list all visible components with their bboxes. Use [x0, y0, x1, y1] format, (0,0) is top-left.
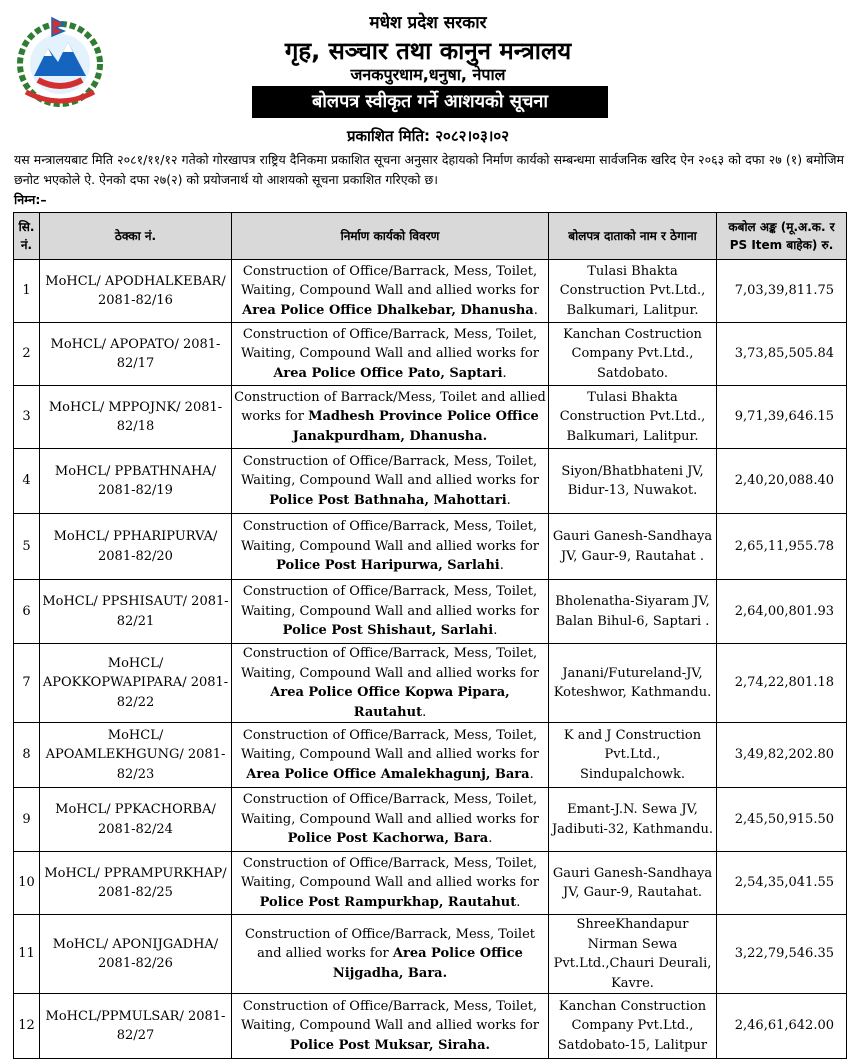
- row-amount: 2,45,50,915.50: [717, 788, 847, 852]
- row-amount: 3,49,82,202.80: [717, 723, 847, 788]
- row-bidder: ShreeKhandapur Nirman Sewa Pvt.Ltd.,Chauri Deurali, Kavre.: [549, 915, 717, 994]
- work-suffix: .: [516, 894, 521, 910]
- row-bidder: Tulasi Bhakta Construction Pvt.Ltd., Balkumari, Lalitpur.: [549, 386, 717, 449]
- row-amount: 3,22,79,546.35: [717, 915, 847, 994]
- work-location: Police Post Haripurwa, Sarlahi: [276, 558, 500, 574]
- row-bidder: K and J Construction Pvt.Ltd., Sindupalchowk.: [549, 723, 717, 788]
- row-sn: 12: [14, 994, 40, 1059]
- table-row: [14, 644, 847, 723]
- row-contract: MoHCL/ APODHALKEBAR/ 2081-82/16: [40, 260, 232, 323]
- row-work: [232, 644, 549, 723]
- table-row: [14, 449, 847, 514]
- below-label: निम्न:–: [14, 192, 47, 207]
- work-suffix: .: [493, 623, 498, 639]
- work-text: Construction of Office/Barrack, Mess, Toilet, Waiting, Compound Wall and allied works for: [240, 263, 539, 299]
- intro-paragraph: यस मन्त्रालयबाट मिति २०८१/११/१२ गतेको गोरखापत्र राष्ट्रिय दैनिकमा प्रकाशित सूचना अनुसार देहायको निर्माण कार्यको सम्बन्धमा सार्वजनिक खरिद ऐन २०६३ को दफा २७ (१) बमोजिम छनोट भएकोले ऐ. ऐनको दफा २७(२) को प्रयोजनार्थ यो आशयको सूचना प्रकाशित गरिएको छ।: [14, 152, 844, 187]
- row-contract: MoHCL/PPMULSAR/ 2081-82/27: [40, 994, 232, 1059]
- row-work: [232, 994, 549, 1059]
- row-work: [232, 514, 549, 580]
- work-location: Area Police Office Kopwa Pipara, Rautahut: [270, 685, 510, 720]
- work-location: Police Post Muksar, Siraha.: [289, 1037, 491, 1053]
- work-suffix: .: [533, 302, 538, 318]
- work-text: Construction of Barrack/Mess, Toilet and allied works for: [234, 389, 546, 425]
- row-work: [232, 323, 549, 386]
- row-contract: MoHCL/ PPRAMPURKHAP/ 2081-82/25: [40, 852, 232, 915]
- table-row: [14, 915, 847, 994]
- table-row: [14, 386, 847, 449]
- row-contract: MoHCL/ APONIJGADHA/ 2081-82/26: [40, 915, 232, 994]
- row-contract: MoHCL/ PPSHISAUT/ 2081-82/21: [40, 580, 232, 644]
- row-bidder: Gauri Ganesh-Sandhaya JV, Gaur-9, Rautahat.: [549, 852, 717, 915]
- table-row: [14, 580, 847, 644]
- awards-table: [13, 212, 847, 1059]
- table-row: [14, 994, 847, 1059]
- row-work: [232, 723, 549, 788]
- work-location: Area Police Office Pato, Saptari: [273, 365, 503, 381]
- table-body: [14, 260, 847, 1059]
- row-bidder: Siyon/Bhatbhateni JV, Bidur-13, Nuwakot.: [549, 449, 717, 514]
- row-work: [232, 788, 549, 852]
- work-location: Area Police Office Nijgadha, Bara.: [332, 946, 523, 981]
- document-header: [0, 0, 856, 127]
- header-bidder: बोलपत्र दाताको नाम र ठेगाना: [549, 213, 717, 260]
- header-work: निर्माण कार्यको विवरण: [232, 213, 549, 260]
- row-work: [232, 852, 549, 915]
- row-sn: 11: [14, 915, 40, 994]
- row-contract: MoHCL/ PPKACHORBA/ 2081-82/24: [40, 788, 232, 852]
- row-bidder: Gauri Ganesh-Sandhaya JV, Gaur-9, Rautahat .: [549, 514, 717, 580]
- work-location: Police Post Bathnaha, Mahottari: [269, 492, 507, 508]
- row-sn: 6: [14, 580, 40, 644]
- work-text: Construction of Office/Barrack, Mess, Toilet, Waiting, Compound Wall and allied works for: [240, 855, 539, 891]
- table-row: [14, 323, 847, 386]
- table-row: [14, 514, 847, 580]
- row-amount: 2,40,20,088.40: [717, 449, 847, 514]
- row-contract: MoHCL/ APOPATO/ 2081-82/17: [40, 323, 232, 386]
- row-sn: 2: [14, 323, 40, 386]
- row-sn: 10: [14, 852, 40, 915]
- row-sn: 7: [14, 644, 40, 723]
- table-row: [14, 723, 847, 788]
- work-text: Construction of Office/Barrack, Mess, Toilet and allied works for: [244, 926, 536, 962]
- work-text: Construction of Office/Barrack, Mess, Toilet, Waiting, Compound Wall and allied works for: [240, 584, 539, 619]
- row-work: [232, 260, 549, 323]
- ministry-name: गृह, सञ्चार तथा कानुन मन्त्रालय: [284, 37, 572, 65]
- published-date: प्रकाशित मिति: २०८२।०३।०२: [346, 127, 510, 145]
- row-bidder: Tulasi Bhakta Construction Pvt.Ltd., Balkumari, Lalitpur.: [549, 260, 717, 323]
- row-bidder: Bholenatha-Siyaram JV, Balan Bihul-6, Saptari .: [549, 580, 717, 644]
- work-text: Construction of Office/Barrack, Mess, Toilet, Waiting, Compound Wall and allied works for: [240, 326, 539, 362]
- header-sn: सि. नं.: [14, 213, 40, 260]
- row-sn: 3: [14, 386, 40, 449]
- row-bidder: Kanchan Construction Company Pvt.Ltd., Satdobato-15, Lalitpur: [549, 994, 717, 1059]
- work-suffix: .: [422, 704, 427, 720]
- row-amount: 2,65,11,955.78: [717, 514, 847, 580]
- row-contract: MoHCL/ MPPOJNK/ 2081-82/18: [40, 386, 232, 449]
- row-amount: 2,54,35,041.55: [717, 852, 847, 915]
- table-row: [14, 852, 847, 915]
- row-amount: 2,46,61,642.00: [717, 994, 847, 1059]
- row-bidder: Janani/Futureland-JV, Koteshwor, Kathmandu.: [549, 644, 717, 723]
- table-row: [14, 260, 847, 323]
- row-bidder: Emant-J.N. Sewa JV, Jadibuti-32, Kathmandu.: [549, 788, 717, 852]
- row-sn: 8: [14, 723, 40, 788]
- row-sn: 5: [14, 514, 40, 580]
- work-suffix: .: [488, 831, 493, 847]
- row-contract: MoHCL/ PPBATHNAHA/ 2081-82/19: [40, 449, 232, 514]
- row-sn: 1: [14, 260, 40, 323]
- work-text: Construction of Office/Barrack, Mess, Toilet, Waiting, Compound Wall and allied works for: [240, 453, 539, 489]
- header-amount: कबोल अङ्क (मू.अ.क. र PS Item बाहेक) रु.: [717, 213, 847, 260]
- work-suffix: .: [529, 766, 534, 782]
- row-work: [232, 386, 549, 449]
- row-amount: 3,73,85,505.84: [717, 323, 847, 386]
- row-sn: 4: [14, 449, 40, 514]
- work-text: Construction of Office/Barrack, Mess, Toilet, Waiting, Compound Wall and allied works for: [240, 998, 539, 1034]
- row-amount: 9,71,39,646.15: [717, 386, 847, 449]
- notice-title-banner: बोलपत्र स्वीकृत गर्ने आशयको सूचना: [252, 86, 608, 118]
- work-text: Construction of Office/Barrack, Mess, Toilet, Waiting, Compound Wall and allied works for: [240, 646, 539, 681]
- row-work: [232, 449, 549, 514]
- row-work: [232, 915, 549, 994]
- row-sn: 9: [14, 788, 40, 852]
- work-suffix: .: [499, 558, 504, 574]
- table-row: [14, 788, 847, 852]
- work-text: Construction of Office/Barrack, Mess, Toilet, Waiting, Compound Wall and allied works for: [240, 519, 539, 554]
- work-text: Construction of Office/Barrack, Mess, Toilet, Waiting, Compound Wall and allied works for: [240, 727, 539, 763]
- work-suffix: .: [502, 365, 507, 381]
- row-amount: 7,03,39,811.75: [717, 260, 847, 323]
- row-bidder: Kanchan Costruction Company Pvt.Ltd., Satdobato.: [549, 323, 717, 386]
- work-location: Area Police Office Dhalkebar, Dhanusha: [242, 302, 534, 318]
- row-work: [232, 580, 549, 644]
- work-location: Police Post Kachorwa, Bara: [287, 831, 489, 847]
- header-contract: ठेक्का नं.: [40, 213, 232, 260]
- work-text: Construction of Office/Barrack, Mess, Toilet, Waiting, Compound Wall and allied works for: [240, 792, 539, 827]
- ministry-address: जनकपुरधाम,धनुषा, नेपाल: [350, 65, 506, 84]
- work-location: Police Post Rampurkhap, Rautahut: [259, 894, 517, 910]
- row-contract: MoHCL/ PPHARIPURVA/ 2081-82/20: [40, 514, 232, 580]
- work-location: Area Police Office Amalekhagunj, Bara: [246, 766, 530, 782]
- table-header-row: [14, 213, 847, 260]
- government-name: मधेश प्रदेश सरकार: [369, 13, 487, 33]
- work-location: Police Post Shishaut, Sarlahi: [282, 623, 494, 639]
- row-amount: 2,64,00,801.93: [717, 580, 847, 644]
- row-amount: 2,74,22,801.18: [717, 644, 847, 723]
- row-contract: MoHCL/ APOKKOPWAPIPARA/ 2081-82/22: [40, 644, 232, 723]
- work-suffix: .: [506, 492, 511, 508]
- row-contract: MoHCL/ APOAMLEKHGUNG/ 2081-82/23: [40, 723, 232, 788]
- work-location: Madhesh Province Police Office Janakpurdham, Dhanusha.: [292, 409, 539, 444]
